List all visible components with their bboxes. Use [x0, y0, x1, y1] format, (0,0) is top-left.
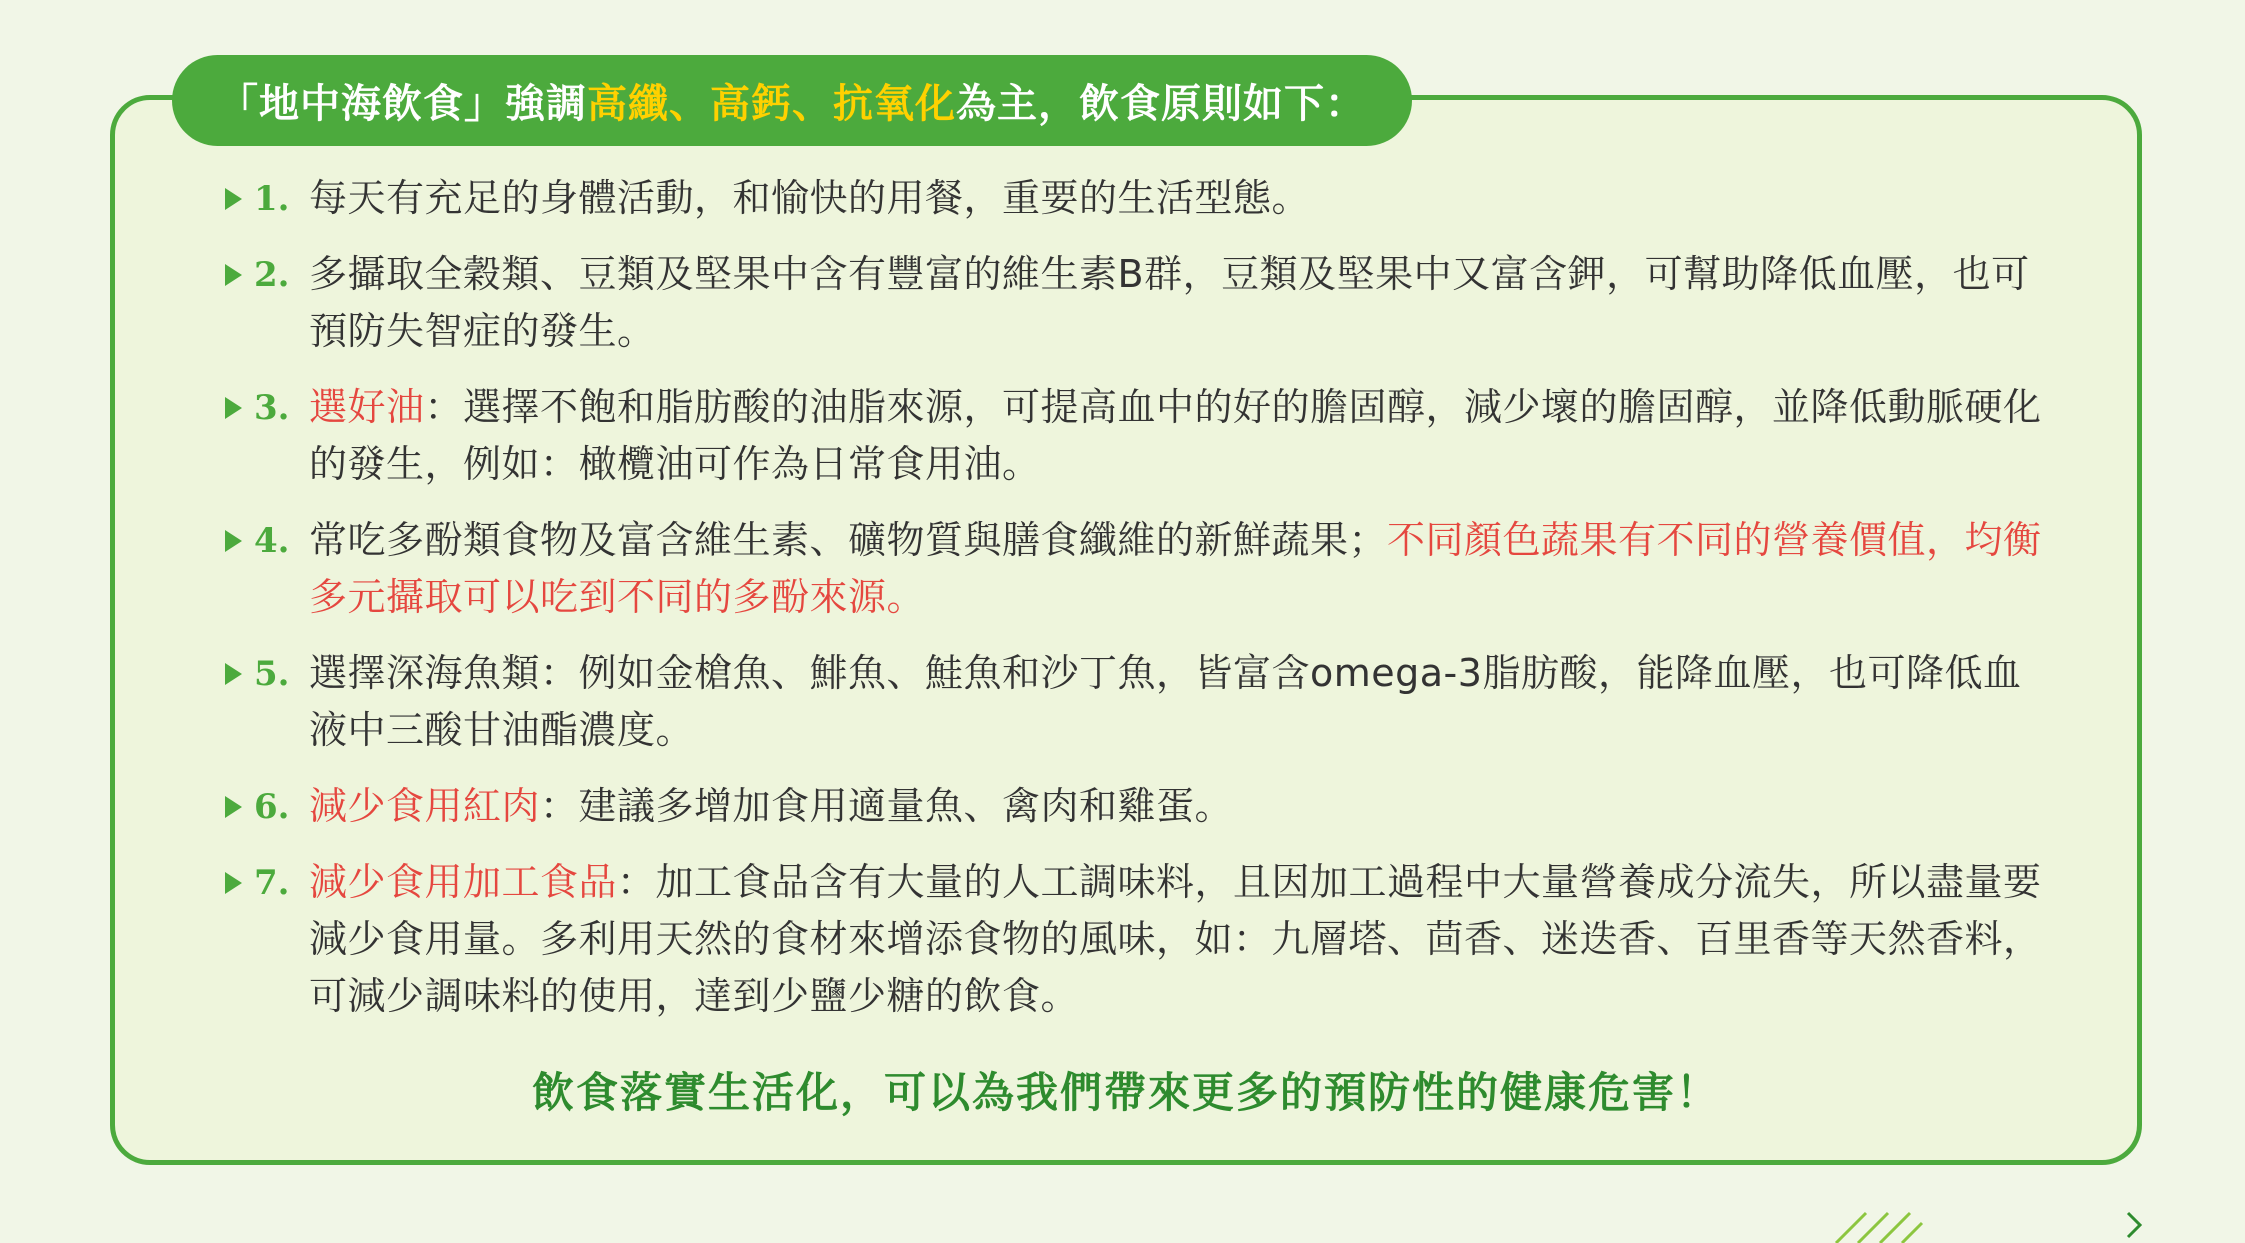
item-number: 1. [254, 178, 290, 219]
triangle-bullet-icon [225, 188, 242, 210]
item-number: 3. [254, 387, 290, 428]
triangle-bullet-icon [225, 872, 242, 894]
item-text-block [309, 645, 2055, 759]
item-text: ：選擇不飽和脂肪酸的油脂來源，可提高血中的好的膽固醇，減少壞的膽固醇，並降低動脈硬化的發生，例如：橄欖油可作為日常食用油。 [309, 385, 2042, 486]
triangle-bullet-icon [225, 264, 242, 286]
item-text: 多攝取全穀類、豆類及堅果中含有豐富的維生素B群，豆類及堅果中又富含鉀，可幫助降低血壓，也可預防失智症的發生。 [309, 252, 2030, 353]
diagonal-stripes-icon [1820, 1210, 2150, 1243]
item-text: ：建議多增加食用適量魚、禽肉和雞蛋。 [540, 784, 1234, 828]
item-number: 5. [254, 653, 290, 694]
list-item [225, 170, 2055, 227]
item-text-block [309, 379, 2055, 493]
closing-tagline: 飲食落實生活化，可以為我們帶來更多的預防性的健康危害！ [531, 1068, 1720, 1117]
item-lead: 減少食用紅肉 [309, 784, 541, 828]
item-number: 4. [254, 520, 290, 561]
item-text-block [309, 854, 2055, 1025]
item-lead: 減少食用加工食品 [309, 860, 618, 904]
list-item [225, 645, 2055, 759]
list-item [225, 379, 2055, 493]
header-suffix: 為主，飲食原則如下： [956, 81, 1366, 127]
item-text-block [309, 512, 2055, 626]
item-lead: 選好油 [309, 385, 425, 429]
item-text-block [309, 778, 2055, 835]
item-text-block [309, 170, 2055, 227]
triangle-bullet-icon [225, 663, 242, 685]
header-prefix: 「地中海飲食」強調 [218, 81, 587, 127]
principles-list [225, 170, 2055, 1044]
list-item [225, 246, 2055, 360]
triangle-bullet-icon [225, 796, 242, 818]
triangle-bullet-icon [225, 397, 242, 419]
list-item [225, 854, 2055, 1025]
item-text: 每天有充足的身體活動，和愉快的用餐，重要的生活型態。 [309, 176, 1311, 220]
header-highlight: 高纖、高鈣、抗氧化 [587, 81, 956, 127]
triangle-bullet-icon [225, 530, 242, 552]
header-banner [172, 55, 1412, 146]
item-number: 2. [254, 254, 290, 295]
item-number: 6. [254, 786, 290, 827]
item-text: 選擇深海魚類：例如金槍魚、鯡魚、鮭魚和沙丁魚，皆富含omega-3脂肪酸，能降血壓，也可降低血液中三酸甘油酯濃度。 [309, 651, 2022, 752]
list-item [225, 512, 2055, 626]
item-tail: 不同顏色蔬果有不同的營養價值，均衡多元攝取可以吃到不同的多酚來源。 [309, 518, 2042, 619]
item-text: 常吃多酚類食物及富含維生素、礦物質與膳食纖維的新鮮蔬果； [309, 518, 1388, 562]
item-text: ：加工食品含有大量的人工調味料，且因加工過程中大量營養成分流失，所以盡量要減少食用量。多利用天然的食材來增添食物的風味，如：九層塔、茴香、迷迭香、百里香等天然香料，可減少調味料的使用，達到少鹽少糖的飲食。 [309, 860, 2042, 1018]
item-number: 7. [254, 862, 290, 903]
list-item [225, 778, 2055, 835]
item-text-block [309, 246, 2055, 360]
